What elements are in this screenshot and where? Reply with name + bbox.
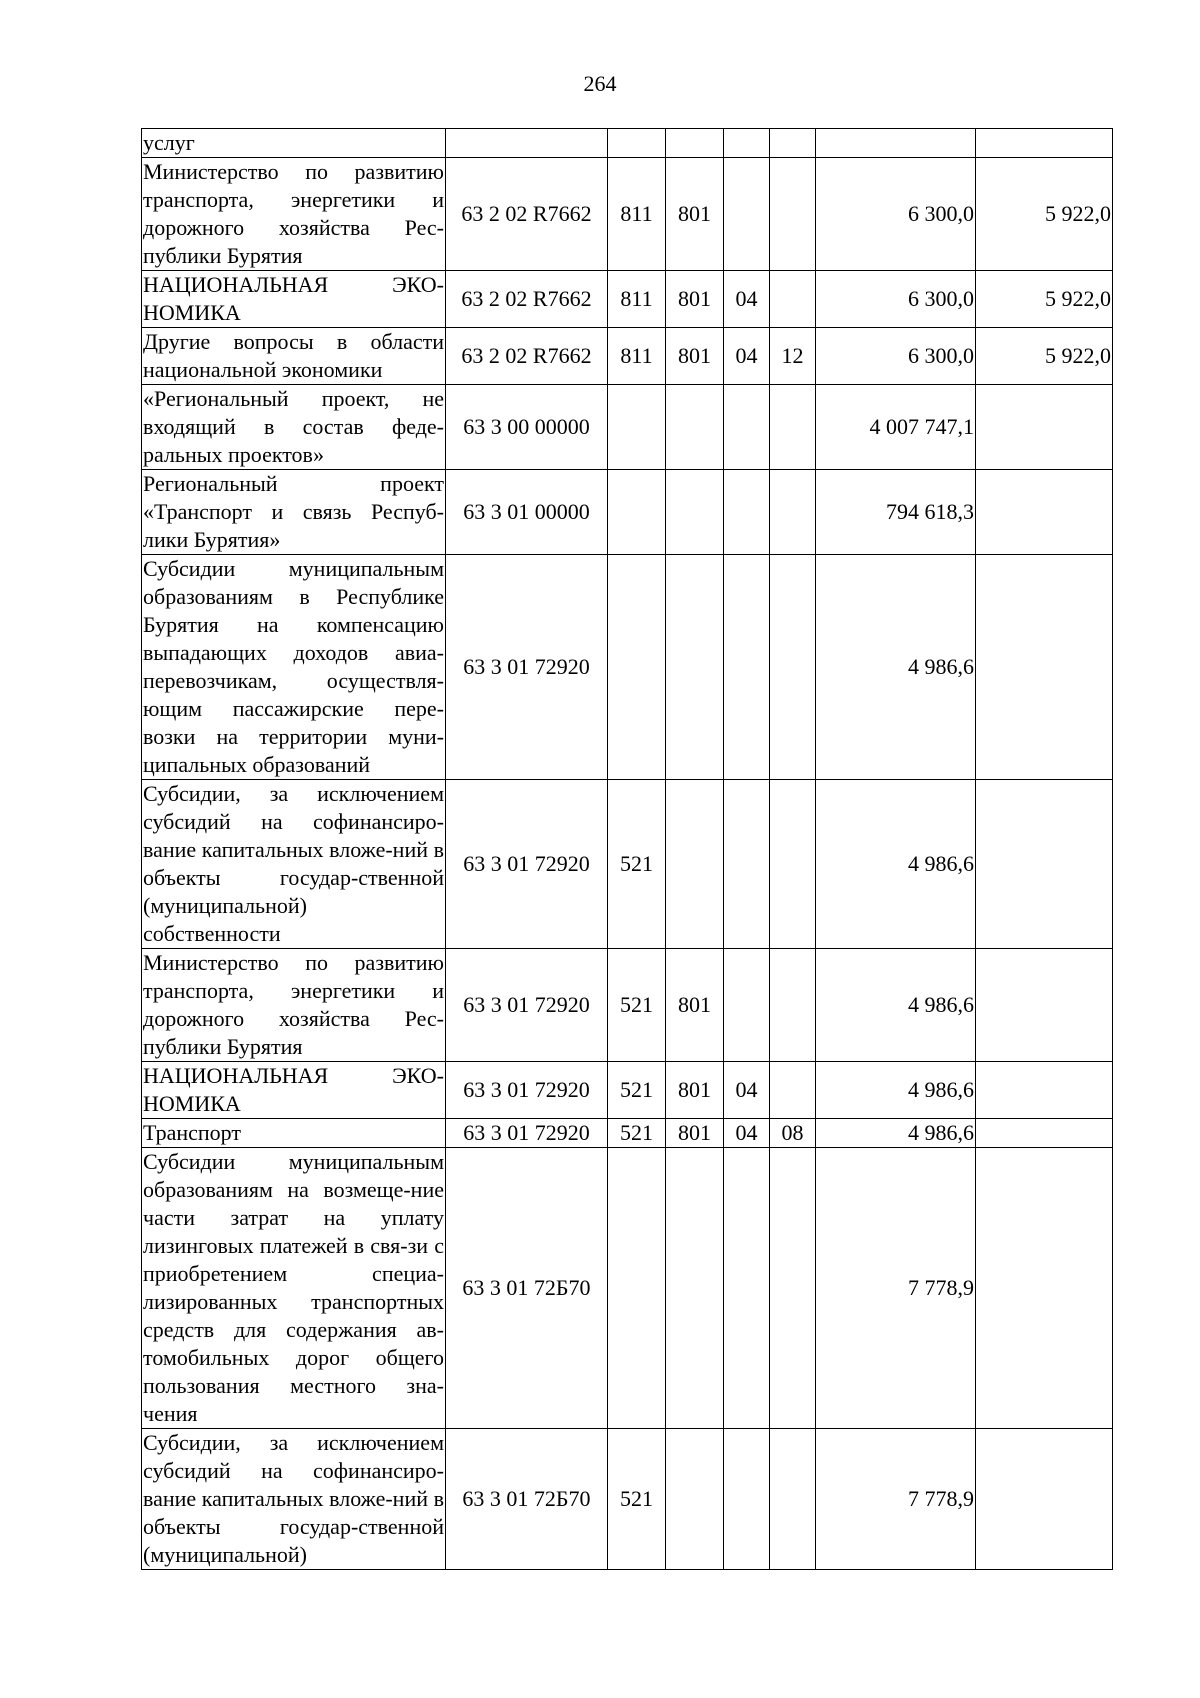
administrator-code-cell: 801 — [666, 949, 724, 1062]
row-name-cell: Субсидии муниципальным образованиям в Республике Бурятия на компенсацию выпадающих доходов авиа-перевозчикам, осуществля-ющим пассажирские пере-возки на территории муни-ципальных образований — [142, 555, 446, 780]
expense-type-code-cell — [608, 1148, 666, 1429]
table-row — [142, 949, 1113, 1062]
administrator-code-cell — [666, 1148, 724, 1429]
subsection-code-cell — [770, 271, 816, 328]
subsection-code-cell — [770, 385, 816, 470]
amount-first-cell: 4 986,6 — [816, 1119, 976, 1148]
table-row — [142, 555, 1113, 780]
amount-first-cell: 6 300,0 — [816, 158, 976, 271]
subsection-code-cell — [770, 780, 816, 949]
section-code-cell — [724, 780, 770, 949]
expense-type-code-cell: 521 — [608, 1119, 666, 1148]
section-code-cell — [724, 949, 770, 1062]
expense-type-code-cell: 811 — [608, 328, 666, 385]
row-name-cell: Субсидии, за исключением субсидий на софинансиро-вание капитальных вложе-ний в объекты государ-ственной (муниципальной) — [142, 1429, 446, 1570]
subsection-code-cell — [770, 1429, 816, 1570]
expense-type-code-cell: 521 — [608, 949, 666, 1062]
amount-second-cell: 5 922,0 — [976, 271, 1113, 328]
administrator-code-cell — [666, 780, 724, 949]
section-code-cell — [724, 385, 770, 470]
amount-first-cell — [816, 129, 976, 158]
expense-type-code-cell: 811 — [608, 158, 666, 271]
subsection-code-cell — [770, 158, 816, 271]
page-number: 264 — [583, 71, 617, 96]
target-article-code-cell: 63 3 01 72920 — [446, 949, 608, 1062]
amount-second-cell — [976, 1119, 1113, 1148]
target-article-code-cell: 63 3 01 72920 — [446, 555, 608, 780]
subsection-code-cell: 12 — [770, 328, 816, 385]
amount-second-cell: 5 922,0 — [976, 328, 1113, 385]
amount-second-cell — [976, 555, 1113, 780]
subsection-code-cell — [770, 470, 816, 555]
administrator-code-cell — [666, 385, 724, 470]
administrator-code-cell — [666, 129, 724, 158]
section-code-cell — [724, 1429, 770, 1570]
row-name-cell: НАЦИОНАЛЬНАЯ ЭКО-НОМИКА — [142, 1062, 446, 1119]
row-name-cell: НАЦИОНАЛЬНАЯ ЭКО-НОМИКА — [142, 271, 446, 328]
table-row — [142, 129, 1113, 158]
budget-table — [141, 128, 1113, 1570]
amount-first-cell: 4 986,6 — [816, 1062, 976, 1119]
target-article-code-cell: 63 2 02 R7662 — [446, 271, 608, 328]
table-row — [142, 780, 1113, 949]
row-name-cell: услуг — [142, 129, 446, 158]
administrator-code-cell: 801 — [666, 158, 724, 271]
amount-second-cell — [976, 1429, 1113, 1570]
subsection-code-cell — [770, 129, 816, 158]
amount-first-cell: 6 300,0 — [816, 328, 976, 385]
section-code-cell — [724, 158, 770, 271]
expense-type-code-cell — [608, 470, 666, 555]
table-row — [142, 271, 1113, 328]
subsection-code-cell — [770, 1062, 816, 1119]
table-row — [142, 1062, 1113, 1119]
target-article-code-cell — [446, 129, 608, 158]
amount-first-cell: 4 007 747,1 — [816, 385, 976, 470]
amount-first-cell: 6 300,0 — [816, 271, 976, 328]
subsection-code-cell — [770, 1148, 816, 1429]
amount-second-cell: 5 922,0 — [976, 158, 1113, 271]
table-row — [142, 1119, 1113, 1148]
row-name-cell: Региональный проект «Транспорт и связь Респуб-лики Бурятия» — [142, 470, 446, 555]
subsection-code-cell — [770, 555, 816, 780]
expense-type-code-cell: 521 — [608, 1062, 666, 1119]
target-article-code-cell: 63 3 01 72920 — [446, 1119, 608, 1148]
target-article-code-cell: 63 2 02 R7662 — [446, 328, 608, 385]
amount-second-cell — [976, 129, 1113, 158]
amount-second-cell — [976, 385, 1113, 470]
amount-second-cell — [976, 780, 1113, 949]
expense-type-code-cell: 521 — [608, 1429, 666, 1570]
target-article-code-cell: 63 3 01 00000 — [446, 470, 608, 555]
target-article-code-cell: 63 3 01 72920 — [446, 1062, 608, 1119]
expense-type-code-cell — [608, 555, 666, 780]
row-name-cell: «Региональный проект, не входящий в состав феде-ральных проектов» — [142, 385, 446, 470]
table-row — [142, 1429, 1113, 1570]
subsection-code-cell — [770, 949, 816, 1062]
administrator-code-cell — [666, 555, 724, 780]
expense-type-code-cell: 521 — [608, 780, 666, 949]
administrator-code-cell: 801 — [666, 1119, 724, 1148]
administrator-code-cell: 801 — [666, 1062, 724, 1119]
table-row — [142, 1148, 1113, 1429]
administrator-code-cell: 801 — [666, 271, 724, 328]
section-code-cell: 04 — [724, 1119, 770, 1148]
amount-second-cell — [976, 1062, 1113, 1119]
row-name-cell: Другие вопросы в области национальной экономики — [142, 328, 446, 385]
amount-second-cell — [976, 470, 1113, 555]
amount-first-cell: 7 778,9 — [816, 1148, 976, 1429]
row-name-cell: Министерство по развитию транспорта, энергетики и дорожного хозяйства Рес-публики Бурятия — [142, 949, 446, 1062]
section-code-cell: 04 — [724, 1062, 770, 1119]
table-body — [142, 129, 1113, 1570]
amount-second-cell — [976, 1148, 1113, 1429]
section-code-cell — [724, 129, 770, 158]
administrator-code-cell — [666, 1429, 724, 1570]
amount-first-cell: 4 986,6 — [816, 949, 976, 1062]
administrator-code-cell: 801 — [666, 328, 724, 385]
table-row — [142, 385, 1113, 470]
target-article-code-cell: 63 3 00 00000 — [446, 385, 608, 470]
expense-type-code-cell — [608, 129, 666, 158]
amount-second-cell — [976, 949, 1113, 1062]
table-row — [142, 470, 1113, 555]
row-name-cell: Министерство по развитию транспорта, энергетики и дорожного хозяйства Рес-публики Бурятия — [142, 158, 446, 271]
subsection-code-cell: 08 — [770, 1119, 816, 1148]
row-name-cell: Субсидии муниципальным образованиям на возмеще-ние части затрат на уплату лизинговых платежей в свя-зи с приобретением специа-лизированных транспортных средств для содержания ав-томобильных дорог общего пользования местного зна-чения — [142, 1148, 446, 1429]
target-article-code-cell: 63 3 01 72920 — [446, 780, 608, 949]
table-row — [142, 158, 1113, 271]
row-name-cell: Транспорт — [142, 1119, 446, 1148]
section-code-cell — [724, 555, 770, 780]
target-article-code-cell: 63 3 01 72Б70 — [446, 1429, 608, 1570]
table-row — [142, 328, 1113, 385]
amount-first-cell: 4 986,6 — [816, 555, 976, 780]
section-code-cell: 04 — [724, 271, 770, 328]
administrator-code-cell — [666, 470, 724, 555]
section-code-cell — [724, 1148, 770, 1429]
section-code-cell: 04 — [724, 328, 770, 385]
expense-type-code-cell: 811 — [608, 271, 666, 328]
expense-type-code-cell — [608, 385, 666, 470]
amount-first-cell: 4 986,6 — [816, 780, 976, 949]
amount-first-cell: 794 618,3 — [816, 470, 976, 555]
target-article-code-cell: 63 2 02 R7662 — [446, 158, 608, 271]
amount-first-cell: 7 778,9 — [816, 1429, 976, 1570]
section-code-cell — [724, 470, 770, 555]
row-name-cell: Субсидии, за исключением субсидий на софинансиро-вание капитальных вложе-ний в объекты государ-ственной (муниципальной) собственности — [142, 780, 446, 949]
target-article-code-cell: 63 3 01 72Б70 — [446, 1148, 608, 1429]
